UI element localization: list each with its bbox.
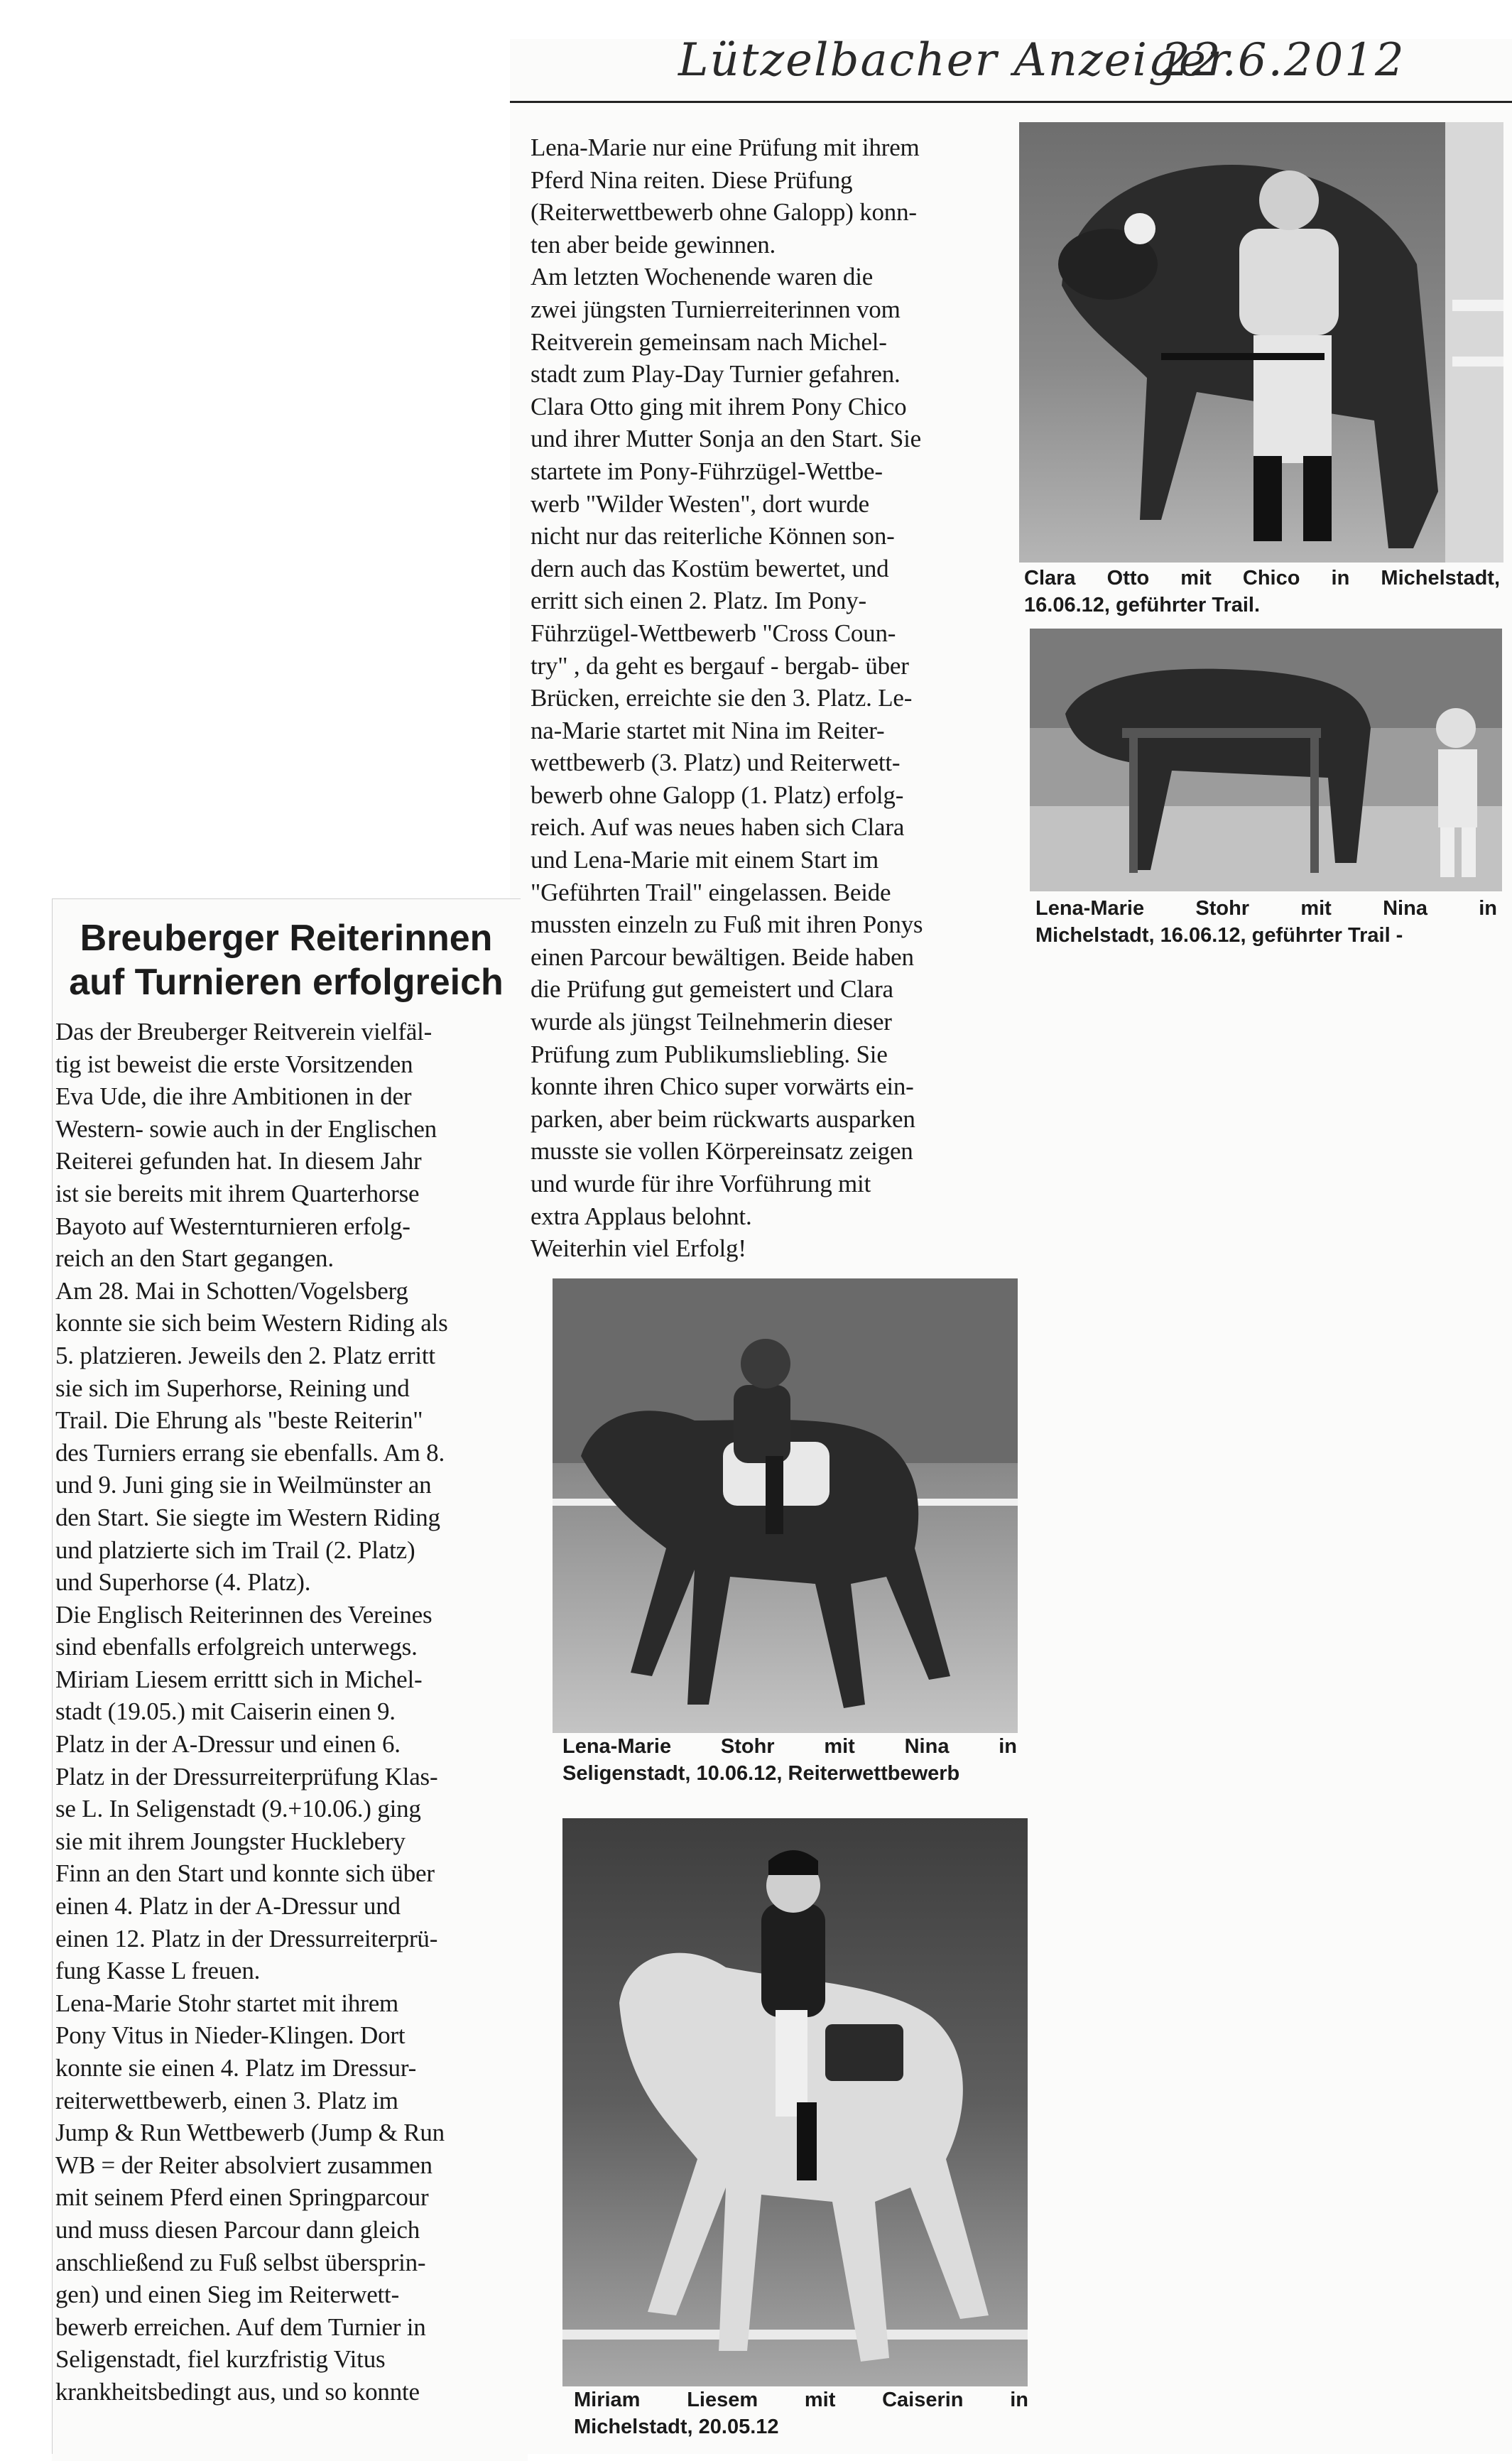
newspaper-date: 22.6.2012 <box>1161 34 1405 87</box>
headline-line: Breuberger Reiterinnen <box>80 918 493 959</box>
clipping-edge <box>52 898 521 899</box>
caption-line: Seligenstadt, 10.06.12, Reiterwettbewerb <box>562 1762 960 1785</box>
article-column-middle: Lena-Marie nur eine Prüfung mit ihrem Pferd Nina reiten. Diese Prüfung (Reiterwettbewerb ohne Galopp) konn- ten aber beide gewinnen. Am letzten Wochenende waren die zwei jüngsten Turnierreiterinnen vom Reitverein gemeinsam nach Michel- stadt zum Play-Day Turnier gefahren. Clara Otto ging mit ihrem Pony Chico und ihrer Mutter Sonja an den Start. Sie startete im Pony-Führzügel-Wettbe- werb "Wilder Westen", dort wurde nicht nur das reiterliche Können son- dern auch das Kostüm bewertet, und erritt sich einen 2. Platz. Im Pony- Führzügel-Wettbewerb "Cross Coun- try" , da geht es bergauf - bergab- über Brücken, erreichte sie den 3. Platz. Le- na-Marie startet mit Nina im Reiter- wettbewerb (3. Platz) und Reiterwett- bewerb ohne Galopp (1. Platz) erfolg- reich. Auf was neues haben sich Clara und Lena-Marie mit einem Start im "Geführten Trail" eingelassen. Beide mussten einzeln zu Fuß mit ihren Ponys einen Parcour bewältigen. Beide haben die Prüfung gut gemeistert und Clara wurde als jüngst Teilnehmerin dieser Prüfung zum Publikumsliebling. Sie konnte ihren Chico super vorwärts ein- parken, aber beim rückwarts ausparken musste sie vollen Körpereinsatz zeigen und wurde für ihre Vorführung mit extra Applaus belohnt. Weiterhin viel Erfolg! <box>531 134 923 1263</box>
photo-lena-nina-trail <box>1030 629 1502 891</box>
article-headline <box>55 916 517 1004</box>
caption-line: Michelstadt, 20.05.12 <box>574 2416 779 2438</box>
masthead-rule <box>510 101 1512 103</box>
article-column-left: Das der Breuberger Reitverein vielfäl- tig ist beweist die erste Vorsitzenden Eva Ude, die ihre Ambitionen in der Western- sowie auch in der Englischen Reiterei gefunden hat. In diesem Jahr ist sie bereits mit ihrem Quarterhorse Bayoto auf Westernturnieren erfolg- reich an den Start gegangen. Am 28. Mai in Schotten/Vogelsberg konnte sie sich beim Western Riding als 5. platzieren. Jeweils den 2. Platz erritt sie sich im Superhorse, Reining und Trail. Die Ehrung als "beste Reiterin" des Turniers errang sie ebenfalls. Am 8. und 9. Juni ging sie in Weilmünster an den Start. Sie siegte im Western Riding und platzierte sich im Trail (2. Platz) und Superhorse (4. Platz). Die Englisch Reiterinnen des Vereines sind ebenfalls erfolgreich unterwegs. Miriam Liesem errittt sich in Michel- stadt (19.05.) mit Caiserin einen 9. Platz in der A-Dressur und einen 6. Platz in der Dressurreiterprüfung Klas- se L. In Seligenstadt (9.+10.06.) ging sie mit ihrem Joungster Hucklebery Finn an den Start und konnte sich über einen 4. Platz in der A-Dressur und einen 12. Platz in der Dressurreiterprü- fung Kasse L freuen. Lena-Marie Stohr startet mit ihrem Pony Vitus in Nieder-Klingen. Dort konnte sie einen 4. Platz im Dressur- reiterwettbewerb, einen 3. Platz im Jump & Run Wettbewerb (Jump & Run WB = der Reiter absolviert zusammen mit seinem Pferd einen Springparcour und muss diesen Parcour dann gleich anschließend zu Fuß selbst übersprin- gen) und einen Sieg im Reiterwett- bewerb erreichen. Auf dem Turnier in Seligenstadt, fiel kurzfristig Vitus krankheitsbedingt aus, und so konnte <box>55 1018 448 2406</box>
photo-caption <box>1024 565 1500 619</box>
photo-clara-chico <box>1019 122 1503 563</box>
photo-caption <box>1035 895 1497 949</box>
photo-caption <box>574 2386 1028 2440</box>
caption-line: Clara Otto mit Chico in Michelstadt, <box>1024 567 1500 590</box>
photo-miriam-caiserin <box>562 1818 1028 2386</box>
caption-line: Lena-Marie Stohr mit Nina in <box>562 1735 1017 1758</box>
caption-line: Miriam Liesem mit Caiserin in <box>574 2389 1028 2411</box>
clipping-edge <box>52 898 53 2454</box>
headline-line: auf Turnieren erfolgreich <box>69 962 504 1003</box>
photo-lena-nina-seligenstadt <box>553 1278 1018 1733</box>
photo-caption <box>562 1733 1017 1787</box>
caption-line: Lena-Marie Stohr mit Nina in <box>1035 897 1497 920</box>
caption-line: Michelstadt, 16.06.12, geführter Trail - <box>1035 924 1403 947</box>
newspaper-name: Lützelbacher Anzeiger <box>678 34 1231 87</box>
caption-line: 16.06.12, geführter Trail. <box>1024 594 1261 616</box>
